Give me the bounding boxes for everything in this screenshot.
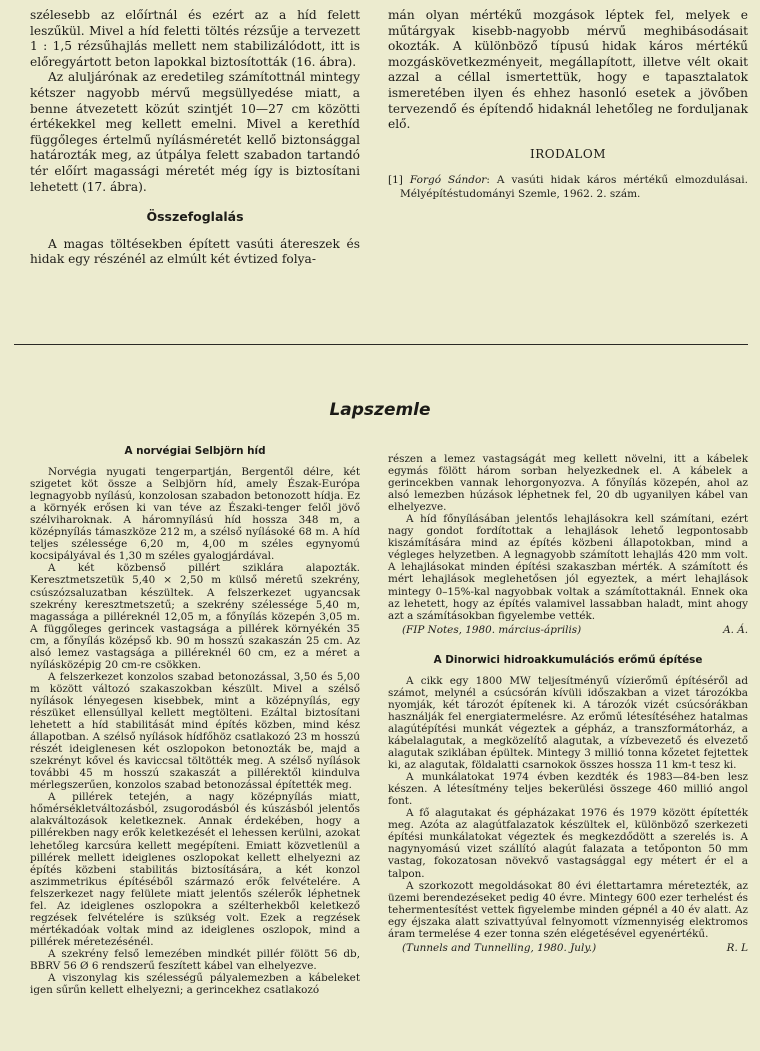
paragraph: A cikk egy 1800 MW teljesítményű vízierőmű építéséről ad számot, melynél a csúcsórán kívüli időszakban a vizet tározókba nyomják, két tározót építenek ki. A tározók vizét csúcsórákban használják fel energiatermelésre. Az erőmű létesítéséhez hatalmas alagútépítési munkát végeztek a gépház, a transzformátorház, a kábelalagutak, a megközelítő alagutak, a vízbevezető és elvezető alagutak sziklában épültek. Mintegy 3 millió tonna kőzetet fejtettek ki, az alagutak, földalatti csarnokok összes hossza 11 km-t tesz ki. (388, 674, 748, 772)
references-heading: IRODALOM (530, 146, 606, 161)
reference-author: Forgó Sándor (409, 174, 487, 187)
paragraph: A fő alagutakat és gépházakat 1976 és 1979 között építették meg. Azóta az alagútfalazatok készültek el, különböző szerkezeti építési munkálatokat végeztek és megkezdődött a szerelés is. A nagynyomású vizet szállító alagút falazata a tetőponton 50 mm vastag, fokozatosan növekvő vastagsággal egy métert ér el a talpon. (388, 807, 748, 880)
reference-number: [1] (388, 174, 403, 187)
section-heading: Összefoglalás (146, 209, 244, 225)
top-right-column (388, 8, 748, 201)
paragraph: A híd főnyílásában jelentős lehajlásokra kell számítani, ezért nagy gondot fordítottak a lehajlások lehető legpontosabb kiszámítására mind az építés közbeni állapotokban, mind a végleges helyzetben. A legnagyobb számított lehajlás 420 mm volt. A lehajlásokat minden építési szakaszban mérték. A számított és mért lehajlások meglehetősen jól egyeztek, a mért lehajlások mintegy 0–15%-kal nagyobbak voltak a számítottaknál. Ennek oka az lehetett, hogy az építés valamivel lassabban haladt, mint ahogy azt a számításokban figyelembe vették. (388, 513, 748, 622)
bottom-right-column (388, 453, 748, 954)
author-initials: A. Á. (723, 623, 748, 636)
paragraph: A két közbenső pillért sziklára alapozták. Keresztmetszetük 5,40 × 2,50 m külső méretű szekrény, csúszózsaluzatban készültek. A felszerkezet ugyancsak szekrény keresztmetszetű; a szekrény szélessége 5,40 m, magassága a pilléreknél 12,05 m, a főnyílás közepén 3,05 m. A függőleges gerincek vastagsága a pillérek környékén 35 cm, a főnyílás középső kb. 90 m hosszú szakaszán 25 cm. Az alsó lemez vastagsága a pilléreknél 60 cm, ez a méret a nyílásközépig 20 cm-re csökken. (30, 562, 360, 671)
paragraph: szélesebb az előírtnál és ezért az a híd felett leszűkül. Mivel a híd feletti töltés rézsűje a tervezett 1 : 1,5 rézsűhajlás mellett nem stabilizálódott, itt is előregyártott beton lapokkal biztosították (16. ábra). (30, 8, 360, 69)
paragraph: mán olyan mértékű mozgások léptek fel, melyek e műtárgyak kisebb-nagyobb mérvű meghibásodásait okozták. A különböző típusú hidak káros mértékű mozgáskövetkezményeit, megállapított, illetve vélt okait azzal a céllal ismertettük, hogy e tapasztalatok ismeretében ilyen és ehhez hasonló esetek a jövőben tervezendő és építendő hidaknál lehetőleg ne forduljanak elő. (388, 8, 748, 132)
article1-left-column (30, 441, 360, 996)
top-left-column (30, 8, 360, 268)
section-title: Lapszemle (329, 400, 431, 420)
article-title: A Dinorwici hidroakkumulációs erőmű építése (433, 653, 703, 666)
paragraph: A pillérek tetején, a nagy középnyílás miatt, hőmérsékletváltozásból, zsugorodásból és kúszásból jelentős alakváltozások keletkeznek. Annak érdekében, hogy a pillérekben nagy erők keletkezését el lehessen kerülni, azokat lehetőleg karcsúra kellett megépíteni. Emiatt közvetlenül a pillérek mellett ideiglenes oszlopokat kellett elhelyezni az építés közbeni stabilitás biztosítására, a két konzol aszimmetrikus építéséből származó erők felvételére. A felszerkezet nagy felülete miatt jelentős szélerők léphetnek fel. Az ideiglenes oszlopokra a szélterhekből keletkező regzések felvételére is szükség volt. Ezek a regzések mértékadóak voltak mind az ideiglenes oszlopok, mind a pillérek méretezésénél. (30, 791, 360, 948)
reference-item (388, 174, 748, 201)
paragraph: A felszerkezet konzolos szabad betonozással, 3,50 és 5,00 m között változó szakaszokban készült. Mivel a szélső nyílások lényegesen kisebbek, mint a középnyílás, egy részüket ellensúllyal kellett megtölteni. Ezáltal biztosítani lehetett a híd stabilitását mind építés közben, mind kész állapotban. A szélső nyílások hídfőhöz csatlakozó 23 m hosszú részét ideiglenesen két oszlopokon betonozták be, majd a szekrényt kővel és kaviccsal töltötték meg. A szélső nyílások további 45 m hosszú szakaszát a pillérektől kiindulva mérlegszerűen, konzolos szabad betonozással építették meg. (30, 670, 360, 792)
paragraph: A viszonylag kis szélességű pályalemezben a kábeleket igen sűrűn kellett elhelyezni; a gerincekhez csatlakozó (30, 972, 360, 997)
paragraph: Az aluljárónak az eredetileg számítottnál mintegy kétszer nagyobb mérvű megsüllyedése miatt, a benne átvezetett közút szintjét 10—27 cm közötti értékekkel meg kellett emelni. Mivel a kerethíd függőleges értelmű nyílásméretét kellő biztonsággal határozták meg, az útpálya felett szabadon tartandó tér előírt magassági méretét még így is biztosítani lehetett (17. ábra). (30, 70, 360, 194)
author-initials: R. L (726, 941, 748, 954)
paragraph: részen a lemez vastagságát meg kellett növelni, itt a kábelek egymás fölött három sorban helyezkednek el. A kábelek a gerincekben vannak lehorgonyozva. A főnyílás közepén, ahol az alsó lemezben húzások léphetnek fel, 20 db ugyanilyen kábel van elhelyezve. (388, 453, 748, 514)
source-citation: (FIP Notes, 1980. március-április) (402, 623, 582, 636)
article-source (388, 942, 748, 954)
paragraph: A szorkozott megoldásokat 80 évi élettartamra méretezték, az üzemi berendezéseket pedig 40 évre. Mintegy 600 ezer terhelést és tehermentesítést vettek figyelembe minden gépnél a 40 év alatt. Az egy éjszaka alatt szivattyúval felnyomott vízmennyiség elektromos áram termelése 4 ezer tonna szén elégetésével egyenértékű. (388, 879, 748, 940)
paragraph: Norvégia nyugati tengerpartján, Bergentől délre, két szigetet köt össze a Selbjörn híd, amely Észak-Európa legnagyobb nyílású, konzolosan szabadon betonozott hídja. Ez a környék erősen ki van téve az Északi-tenger felől jövő szélviharoknak. A háromnyílású híd hossza 348 m, a középnyílás támaszköze 212 m, a szélső nyílásoké 68 m. A híd teljes szélessége 6,20 m, 4,00 m széles egynyomú kocsipályával és 1,30 m széles gyalogjárdával. (30, 466, 360, 563)
reference-text: : A vasúti hidak káros mértékű elmozdulásai. Mélyépítéstudományi Szemle, 1962. 2. szám. (400, 174, 748, 200)
source-citation: (Tunnels and Tunnelling, 1980. July.) (402, 941, 597, 954)
horizontal-divider (14, 344, 748, 345)
paragraph: A szekrény felső lemezében mindkét pillér fölött 56 db, BBRV 56 Ø 6 rendszerű feszített kábel van elhelyezve. (30, 947, 360, 972)
paragraph: A magas töltésekben épített vasúti átereszek és hidak egy részénél az elmúlt két évtized folya- (30, 236, 360, 267)
article-source (388, 624, 748, 636)
article-title: A norvégiai Selbjörn híd (124, 445, 266, 457)
paragraph: A munkálatokat 1974 évben kezdték és 1983—84-ben lesz készen. A létesítmény teljes bekerülési összege 460 millió angol font. (388, 771, 748, 808)
